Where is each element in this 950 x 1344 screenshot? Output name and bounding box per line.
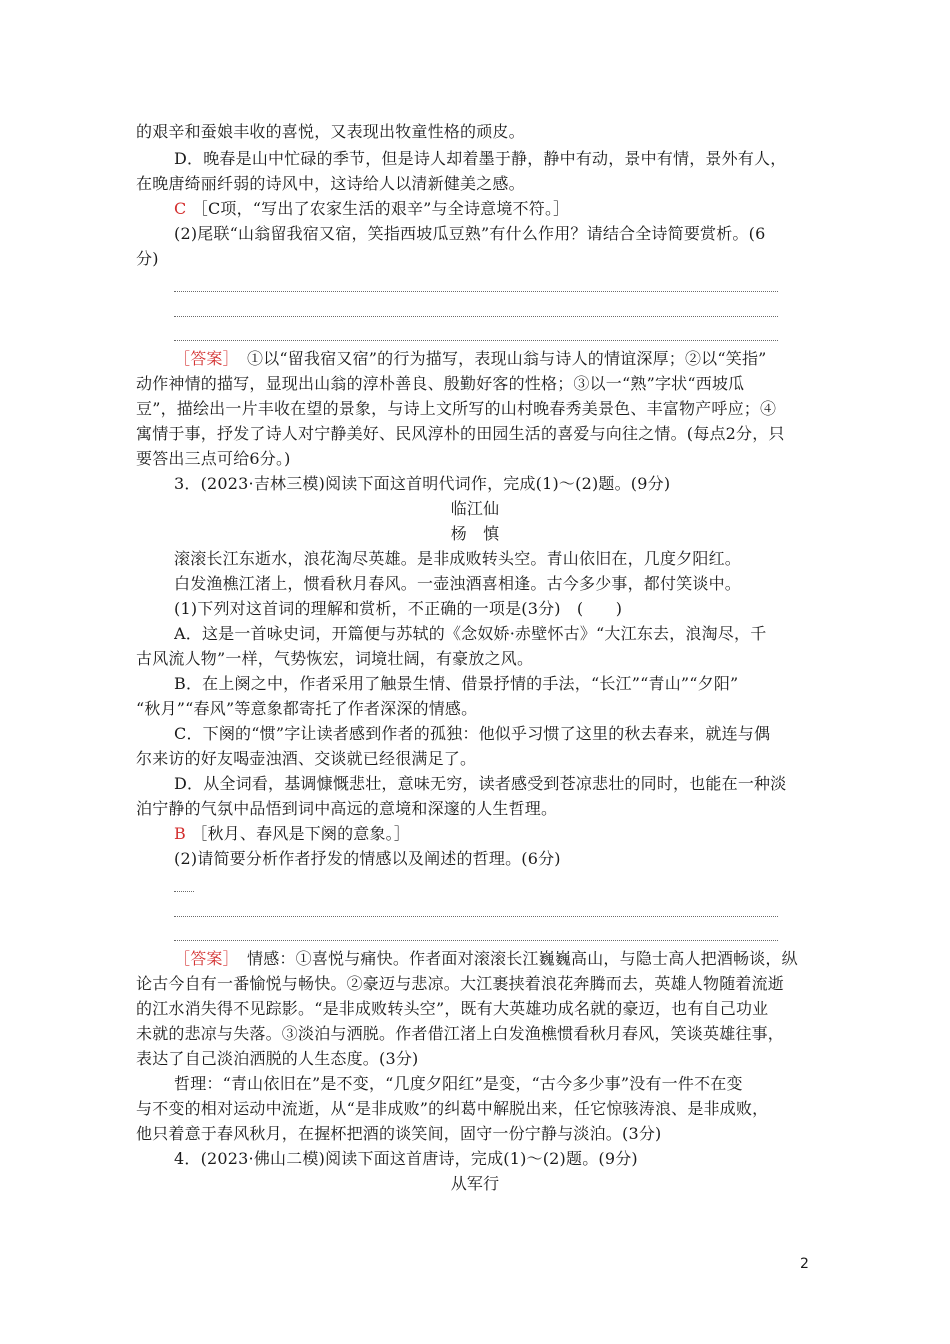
option-d-line: D．晚春是山中忙碌的季节，但是诗人却着墨于静，静中有动，景中有情，景外有人， [174, 149, 787, 168]
text-line: 与不变的相对运动中流逝，从“是非成败”的纠葛中解脱出来，任它惊骇涛浪、是非成败， [136, 1099, 769, 1118]
answer-blank-line [174, 291, 778, 292]
answer-text: 情感：①喜悦与痛快。作者面对滚滚长江巍巍高山，与隐士高人把酒畅谈，纵 [247, 949, 798, 968]
text-line: 的江水消失得不见踪影。“是非成败转头空”，既有大英雄功成名就的豪迈，也有自己功业 [136, 999, 769, 1018]
answer-label: ［答案］ [174, 949, 231, 968]
poem-title: 从军行 [450, 1174, 500, 1193]
answer-explanation: ［C项，“写出了农家生活的艰辛”与全诗意境不符。］ [191, 199, 570, 218]
option-d-line: D．从全词看，基调慷慨悲壮，意味无穷，读者感受到苍凉悲壮的同时，也能在一种淡 [174, 774, 787, 793]
answer-line-q1 [174, 822, 816, 846]
answer-blank-line [174, 316, 778, 317]
philosophy-line: 哲理：“青山依旧在”是不变，“几度夕阳红”是变，“古今多少事”没有一件不在变 [174, 1074, 743, 1093]
answer-text: ①以“留我宿又宿”的行为描写，表现山翁与诗人的情谊深厚；②以“笑指” [247, 349, 767, 368]
answer-blank-line [174, 940, 778, 941]
question-2-line: (2)尾联“山翁留我宿又宿，笑指西坡瓜豆熟”有什么作用？请结合全诗简要赏析。(6 [174, 224, 766, 243]
answer-blank-line [174, 340, 778, 341]
text-line: 寓情于事，抒发了诗人对宁静美好、民风淳朴的田园生活的喜爱与向往之情。(每点2分，只 [136, 424, 785, 443]
text-line: 尔来访的好友喝壶浊酒、交谈就已经很满足了。 [136, 749, 477, 768]
answer-blank-line [174, 916, 778, 917]
question-3-heading: 3．(2023·吉林三模)阅读下面这首明代词作，完成(1)～(2)题。(9分) [174, 474, 671, 493]
poem-line: 白发渔樵江渚上，惯看秋月春风。一壶浊酒喜相逢。古今多少事，都付笑谈中。 [174, 574, 742, 593]
answer-label: ［答案］ [174, 349, 231, 368]
text-line: 豆”，描绘出一片丰收在望的景象，与诗上文所写的山村晚春秀美景色、丰富物产呼应；④ [136, 399, 777, 418]
answer-line-q1 [174, 197, 816, 221]
option-a-line: A．这是一首咏史词，开篇便与苏轼的《念奴娇·赤壁怀古》“大江东去，浪淘尽，千 [174, 624, 767, 643]
text-line: 表达了自己淡泊洒脱的人生态度。(3分) [136, 1049, 419, 1068]
text-line: 他只着意于春风秋月，在握杯把酒的谈笑间，固守一份宁静与淡泊。(3分) [136, 1124, 662, 1143]
answer-explanation: ［秋月、春风是下阕的意象。］ [191, 824, 411, 843]
text-line: 未就的悲凉与失落。③淡泊与洒脱。作者借江渚上白发渔樵惯看秋月春风，笑谈英雄往事， [136, 1024, 785, 1043]
text-line: 论古今自有一番愉悦与畅快。②豪迈与悲凉。大江裹挟着浪花奔腾而去，英雄人物随着流逝 [136, 974, 785, 993]
option-b-line: B．在上阕之中，作者采用了触景生情、借景抒情的手法，“长江”“青山”“夕阳” [174, 674, 739, 693]
poem-line: 滚滚长江东逝水，浪花淘尽英雄。是非成败转头空。青山依旧在，几度夕阳红。 [174, 549, 742, 568]
question-1-line: (1)下列对这首词的理解和赏析，不正确的一项是(3分) ( ) [174, 599, 623, 618]
poem-title: 临江仙 [450, 499, 500, 518]
question-4-heading: 4．(2023·佛山二模)阅读下面这首唐诗，完成(1)～(2)题。(9分) [174, 1149, 638, 1168]
text-line: 要答出三点可给6分。) [136, 449, 291, 468]
text-line: 动作神情的描写，显现出山翁的淳朴善良、殷勤好客的性格；③以一“熟”字状“西坡瓜 [136, 374, 745, 393]
answer-blank-line [174, 891, 194, 892]
question-2-line: (2)请简要分析作者抒发的情感以及阐述的哲理。(6分) [174, 849, 561, 868]
poem-author: 杨 慎 [450, 524, 500, 543]
text-line: 的艰辛和蚕娘丰收的喜悦，又表现出牧童性格的顽皮。 [136, 122, 525, 141]
answer-letter: B [174, 824, 186, 843]
text-line: 在晚唐绮丽纤弱的诗风中，这诗给人以清新健美之感。 [136, 174, 525, 193]
answer-line [174, 347, 816, 371]
option-c-line: C．下阕的“惯”字让读者感到作者的孤独：他似乎习惯了这里的秋去春来，就连与偶 [174, 724, 771, 743]
page-number: 2 [800, 1256, 809, 1272]
text-line: “秋月”“春风”等意象都寄托了作者深深的情感。 [136, 699, 478, 718]
text-line: 分) [136, 249, 159, 268]
text-line: 泊宁静的气氛中品悟到词中高远的意境和深邃的人生哲理。 [136, 799, 558, 818]
answer-letter: C [174, 199, 187, 218]
text-line: 古风流人物”一样，气势恢宏，词境壮阔，有豪放之风。 [136, 649, 534, 668]
answer-line [174, 947, 816, 971]
